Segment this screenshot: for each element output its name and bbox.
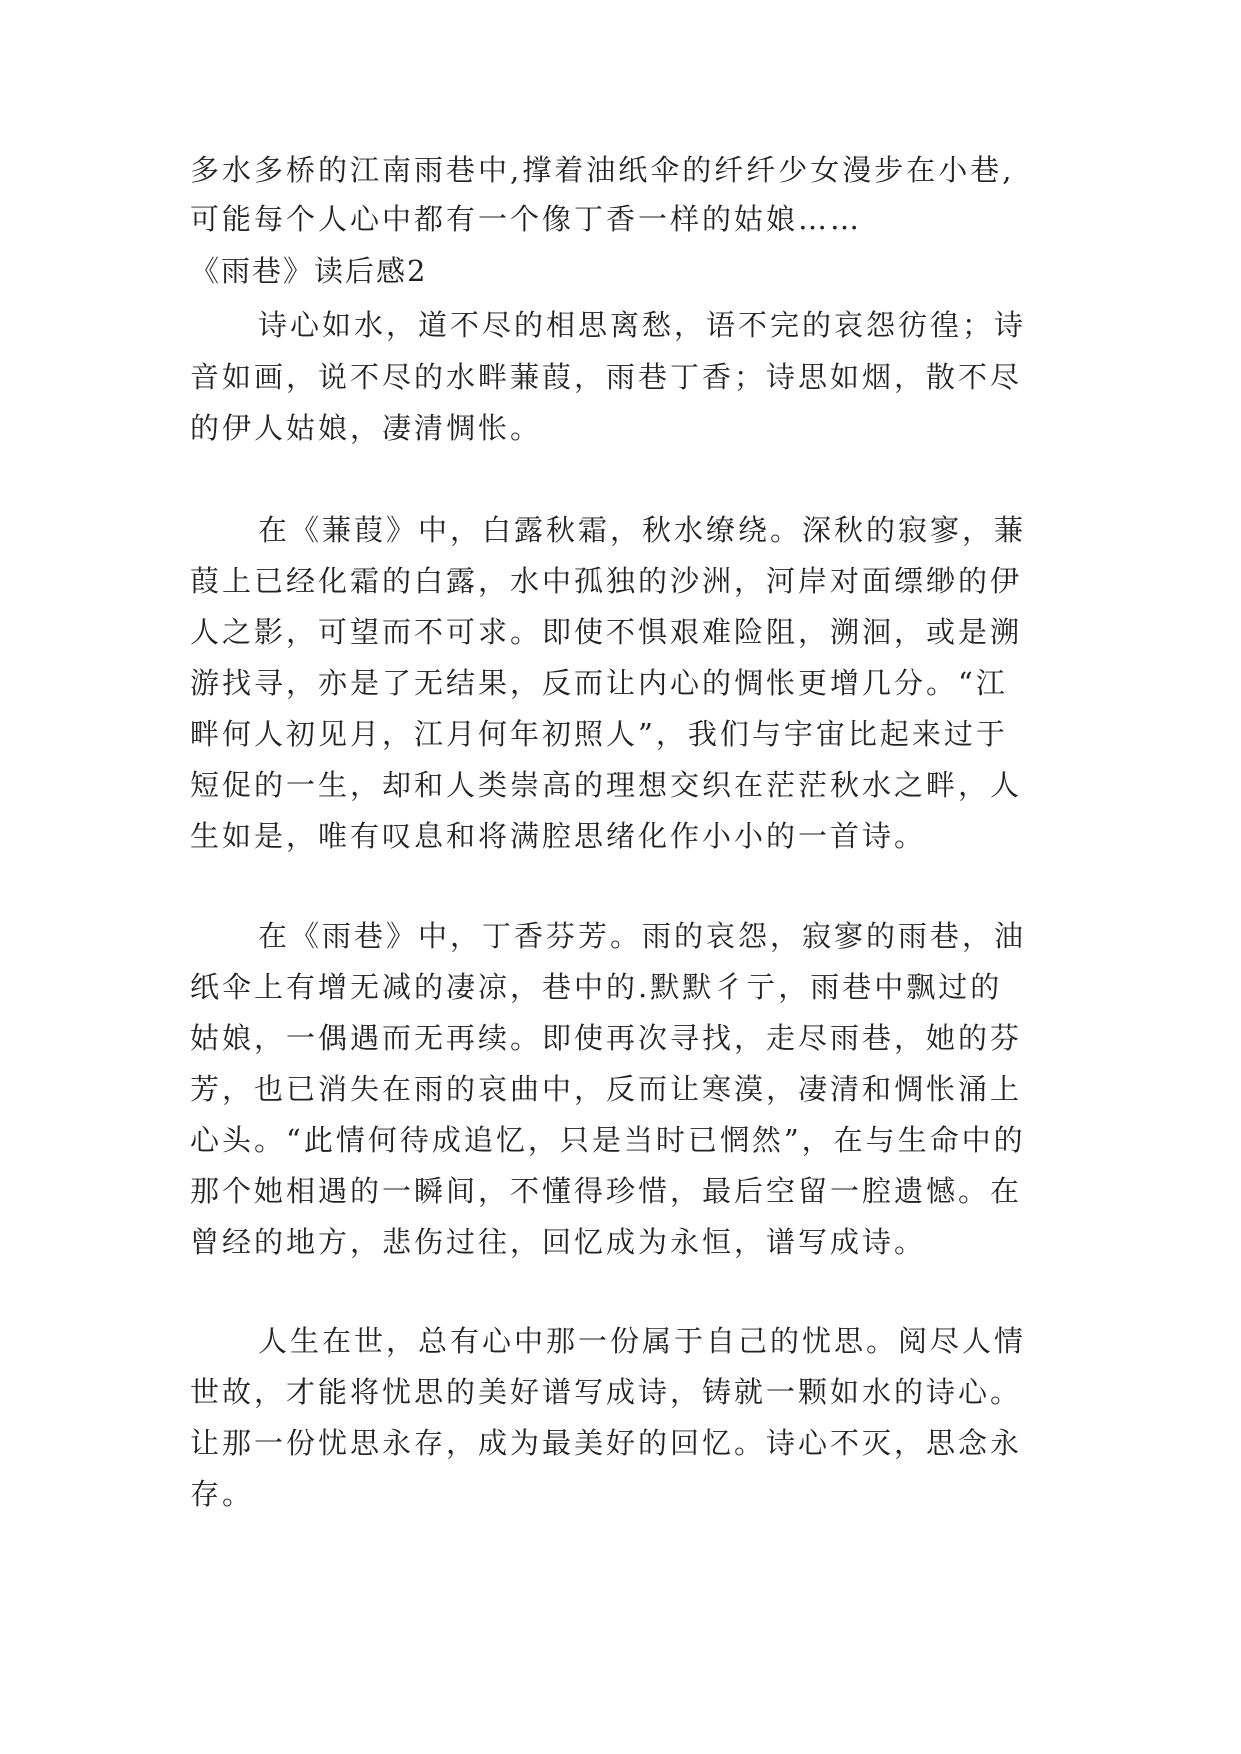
paragraph-line: 的伊人姑娘，凄清惆怅。	[190, 411, 543, 445]
paragraph-line: 存。	[190, 1477, 255, 1511]
paragraph-line: 心头。“此情何待成追忆，只是当时已惘然”，在与生命中的	[190, 1123, 1026, 1157]
paragraph-line: 那个她相遇的一瞬间，不懂得珍惜，最后空留一腔遗憾。在	[190, 1174, 1023, 1208]
paragraph-line: 诗心如水，道不尽的相思离愁，语不完的哀怨彷徨；诗	[258, 308, 1027, 342]
paragraph-line: 人生在世，总有心中那一份属于自己的忧思。阅尽人情	[258, 1324, 1027, 1358]
paragraph-line: 生如是，唯有叹息和将满腔思绪化作小小的一首诗。	[190, 819, 927, 853]
paragraph-line: 畔何人初见月，江月何年初照人”，我们与宇宙比起来过于	[190, 717, 1008, 751]
paragraph-line: 在《蒹葭》中，白露秋霜，秋水缭绕。深秋的寂寥，蒹	[258, 513, 1027, 547]
paragraph-line: 短促的一生，却和人类崇高的理想交织在茫茫秋水之畔，人	[190, 768, 1023, 802]
paragraph-line: 芳，也已消失在雨的哀曲中，反而让寒漠，凄清和惆怅涌上	[190, 1072, 1023, 1106]
intro-line: 可能每个人心中都有一个像丁香一样的姑娘……	[190, 202, 863, 236]
paragraph-line: 曾经的地方，悲伤过往，回忆成为永恒，谱写成诗。	[190, 1225, 927, 1259]
paragraph-line: 纸伞上有增无减的凄凉，巷中的.默默彳亍，雨巷中飘过的	[190, 970, 1003, 1004]
intro-line: 多水多桥的江南雨巷中,撑着油纸伞的纤纤少女漫步在小巷,	[190, 153, 1015, 187]
paragraph-line: 在《雨巷》中，丁香芬芳。雨的哀怨，寂寥的雨巷，油	[258, 919, 1027, 953]
paragraph-line: 音如画，说不尽的水畔蒹葭，雨巷丁香；诗思如烟，散不尽	[190, 360, 1023, 394]
paragraph-line: 姑娘，一偶遇而无再续。即使再次寻找，走尽雨巷，她的芬	[190, 1021, 1023, 1055]
section-heading: 《雨巷》读后感2	[190, 254, 428, 288]
paragraph-line: 让那一份忧思永存，成为最美好的回忆。诗心不灭，思念永	[190, 1426, 1023, 1460]
paragraph-line: 葭上已经化霜的白露，水中孤独的沙洲，河岸对面缥缈的伊	[190, 564, 1023, 598]
paragraph-line: 世故，才能将忧思的美好谱写成诗，铸就一颗如水的诗心。	[190, 1375, 1023, 1409]
paragraph-line: 人之影，可望而不可求。即使不惧艰难险阻，溯洄，或是溯	[190, 615, 1023, 649]
paragraph-line: 游找寻，亦是了无结果，反而让内心的惆怅更增几分。“江	[190, 666, 1008, 700]
